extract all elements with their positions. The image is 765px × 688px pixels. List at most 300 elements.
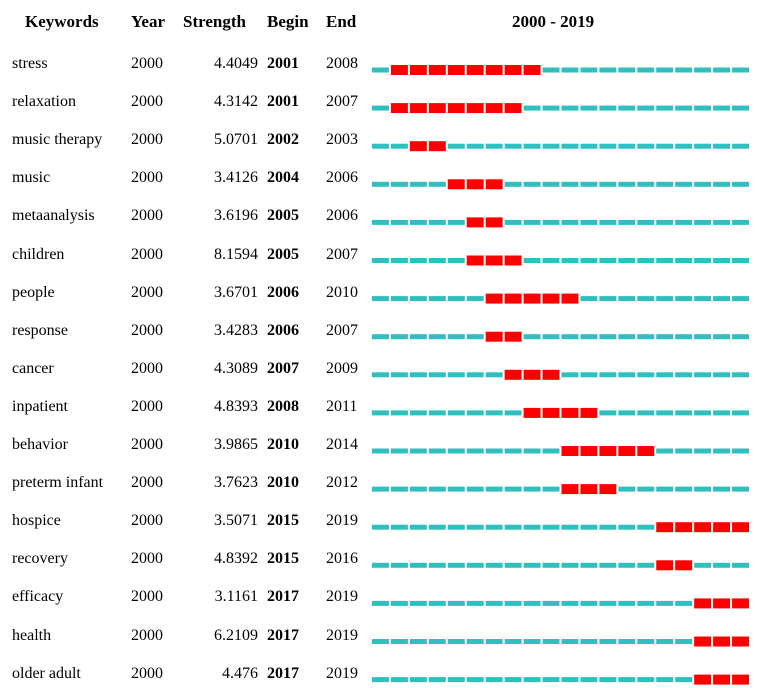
baseline-segment [599,334,616,339]
begin-cell: 2017 [267,665,299,682]
baseline-segment [543,144,560,149]
baseline-segment [429,677,446,682]
begin-cell: 2006 [267,284,299,301]
baseline-segment [599,220,616,225]
baseline-segment [467,296,484,301]
burst-segment [448,65,465,75]
baseline-segment [656,296,673,301]
year-cell: 2000 [131,550,163,567]
year-cell: 2000 [131,665,163,682]
burst-segment [467,65,484,75]
baseline-segment [372,639,389,644]
baseline-segment [524,677,541,682]
baseline-segment [562,563,579,568]
baseline-segment [524,258,541,263]
baseline-segment [713,68,730,73]
burst-segment [486,217,503,227]
burst-segment [637,446,654,456]
baseline-segment [618,334,635,339]
baseline-segment [486,487,503,492]
year-cell: 2000 [131,436,163,453]
baseline-segment [543,601,560,606]
baseline-segment [391,334,408,339]
baseline-segment [486,601,503,606]
baseline-segment [372,449,389,454]
baseline-segment [675,372,692,377]
baseline-segment [599,410,616,415]
baseline-segment [675,68,692,73]
baseline-segment [524,449,541,454]
baseline-segment [467,334,484,339]
burst-segment [694,637,711,647]
baseline-segment [448,296,465,301]
baseline-segment [505,601,522,606]
baseline-segment [637,334,654,339]
baseline-segment [410,449,427,454]
baseline-segment [543,563,560,568]
baseline-segment [505,563,522,568]
baseline-segment [675,296,692,301]
baseline-segment [599,144,616,149]
baseline-segment [694,182,711,187]
end-cell: 2007 [326,93,358,110]
baseline-segment [391,182,408,187]
strength-cell: 3.6196 [214,207,258,224]
baseline-segment [656,220,673,225]
baseline-segment [372,296,389,301]
baseline-segment [486,372,503,377]
baseline-segment [599,563,616,568]
baseline-segment [637,296,654,301]
baseline-segment [732,182,749,187]
baseline-segment [694,487,711,492]
baseline-segment [410,563,427,568]
baseline-segment [694,144,711,149]
baseline-segment [732,449,749,454]
header-year: Year [131,12,165,31]
begin-cell: 2010 [267,474,299,491]
baseline-segment [372,334,389,339]
baseline-segment [618,296,635,301]
baseline-segment [486,525,503,530]
end-cell: 2019 [326,588,358,605]
baseline-segment [637,372,654,377]
baseline-segment [372,182,389,187]
end-cell: 2003 [326,131,358,148]
burst-segment [713,675,730,685]
baseline-segment [732,372,749,377]
keyword-cell: behavior [12,436,68,453]
burst-segment [656,560,673,570]
burst-segment [562,294,579,304]
burst-segment [467,217,484,227]
baseline-segment [562,525,579,530]
baseline-segment [448,258,465,263]
baseline-segment [713,144,730,149]
baseline-segment [580,258,597,263]
year-cell: 2000 [131,207,163,224]
baseline-segment [732,296,749,301]
baseline-segment [524,144,541,149]
burst-segment [599,484,616,494]
baseline-segment [505,410,522,415]
burst-segment [524,408,541,418]
burst-segment [675,522,692,532]
burst-segment [675,560,692,570]
burst-segment [467,103,484,113]
strength-cell: 8.1594 [214,246,258,263]
burst-segment [599,446,616,456]
baseline-segment [448,639,465,644]
baseline-segment [543,677,560,682]
burst-segment [410,65,427,75]
strength-cell: 3.5071 [214,512,258,529]
baseline-segment [391,296,408,301]
burst-segment [391,103,408,113]
burst-segment [410,141,427,151]
burst-segment [694,675,711,685]
baseline-segment [732,563,749,568]
baseline-segment [675,334,692,339]
baseline-segment [580,677,597,682]
baseline-segment [486,677,503,682]
baseline-segment [486,449,503,454]
baseline-segment [429,410,446,415]
end-cell: 2010 [326,284,358,301]
baseline-segment [675,220,692,225]
baseline-segment [599,182,616,187]
baseline-segment [410,296,427,301]
baseline-segment [429,334,446,339]
burst-segment [486,294,503,304]
keyword-cell: music therapy [12,131,103,148]
year-cell: 2000 [131,360,163,377]
keyword-cell: older adult [12,665,81,682]
baseline-segment [543,525,560,530]
baseline-segment [543,220,560,225]
burst-segment [505,332,522,342]
burst-segment [505,103,522,113]
baseline-segment [656,449,673,454]
baseline-segment [675,487,692,492]
baseline-segment [391,410,408,415]
burst-segment [656,522,673,532]
baseline-segment [713,563,730,568]
baseline-segment [580,601,597,606]
keyword-cell: metaanalysis [12,207,95,224]
baseline-segment [713,372,730,377]
baseline-segment [694,68,711,73]
baseline-segment [372,563,389,568]
end-cell: 2014 [326,436,358,453]
burst-segment [618,446,635,456]
begin-cell: 2002 [267,131,299,148]
year-cell: 2000 [131,246,163,263]
baseline-segment [732,334,749,339]
header-range: 2000 - 2019 [512,12,595,31]
strength-cell: 5.0701 [214,131,258,148]
strength-cell: 3.6701 [214,284,258,301]
strength-cell: 4.4049 [214,55,258,72]
year-cell: 2000 [131,284,163,301]
baseline-segment [467,677,484,682]
baseline-segment [467,601,484,606]
baseline-segment [713,258,730,263]
baseline-segment [372,106,389,111]
baseline-segment [410,487,427,492]
burst-segment [562,446,579,456]
baseline-segment [675,449,692,454]
baseline-segment [618,68,635,73]
baseline-segment [618,639,635,644]
end-cell: 2008 [326,55,358,72]
baseline-segment [372,410,389,415]
baseline-segment [656,639,673,644]
baseline-segment [580,525,597,530]
baseline-segment [580,144,597,149]
keyword-cell: cancer [12,360,54,377]
baseline-segment [599,677,616,682]
baseline-segment [429,220,446,225]
begin-cell: 2005 [267,207,299,224]
baseline-segment [694,106,711,111]
burst-segment [505,256,522,266]
burst-segment [524,370,541,380]
begin-cell: 2015 [267,512,299,529]
baseline-segment [410,182,427,187]
burst-segment [429,141,446,151]
baseline-segment [372,258,389,263]
baseline-segment [580,639,597,644]
end-cell: 2006 [326,207,358,224]
baseline-segment [675,639,692,644]
baseline-segment [505,182,522,187]
begin-cell: 2010 [267,436,299,453]
burst-segment [429,65,446,75]
burst-segment [410,103,427,113]
baseline-segment [467,144,484,149]
baseline-segment [675,410,692,415]
baseline-segment [391,220,408,225]
baseline-segment [410,372,427,377]
baseline-segment [372,144,389,149]
baseline-segment [599,258,616,263]
burst-segment [486,332,503,342]
baseline-segment [599,68,616,73]
keyword-cell: efficacy [12,588,64,605]
burst-segment [486,179,503,189]
baseline-segment [486,144,503,149]
baseline-segment [524,106,541,111]
baseline-segment [580,182,597,187]
baseline-segment [429,639,446,644]
baseline-segment [637,677,654,682]
end-cell: 2006 [326,169,358,186]
baseline-segment [410,525,427,530]
burst-segment [486,103,503,113]
baseline-segment [618,525,635,530]
keyword-cell: music [12,169,51,186]
baseline-segment [467,525,484,530]
baseline-segment [713,487,730,492]
baseline-segment [391,487,408,492]
baseline-segment [618,182,635,187]
baseline-segment [656,487,673,492]
baseline-segment [656,677,673,682]
begin-cell: 2001 [267,93,299,110]
baseline-segment [637,487,654,492]
baseline-segment [618,372,635,377]
keyword-cell: response [12,322,68,339]
baseline-segment [580,334,597,339]
baseline-segment [505,677,522,682]
baseline-segment [694,220,711,225]
baseline-segment [467,487,484,492]
baseline-segment [675,182,692,187]
baseline-segment [694,410,711,415]
begin-cell: 2008 [267,398,299,415]
burst-segment [486,65,503,75]
baseline-segment [732,144,749,149]
burst-segment [580,408,597,418]
baseline-segment [618,144,635,149]
baseline-segment [467,563,484,568]
end-cell: 2012 [326,474,358,491]
baseline-segment [524,601,541,606]
year-cell: 2000 [131,131,163,148]
baseline-segment [543,487,560,492]
begin-cell: 2005 [267,246,299,263]
baseline-segment [562,144,579,149]
burst-segment [429,103,446,113]
baseline-segment [448,410,465,415]
baseline-segment [562,258,579,263]
baseline-segment [656,258,673,263]
baseline-segment [732,106,749,111]
baseline-segment [694,296,711,301]
baseline-segment [391,144,408,149]
year-cell: 2000 [131,55,163,72]
strength-cell: 4.3089 [214,360,258,377]
burst-segment [467,179,484,189]
baseline-segment [448,525,465,530]
baseline-segment [675,258,692,263]
baseline-segment [637,220,654,225]
baseline-segment [543,68,560,73]
baseline-segment [732,487,749,492]
baseline-segment [372,372,389,377]
baseline-segment [694,334,711,339]
end-cell: 2007 [326,246,358,263]
strength-cell: 3.1161 [214,588,258,605]
baseline-segment [524,334,541,339]
baseline-segment [391,258,408,263]
year-cell: 2000 [131,474,163,491]
baseline-segment [694,449,711,454]
baseline-segment [448,601,465,606]
baseline-segment [429,182,446,187]
baseline-segment [543,182,560,187]
baseline-segment [524,182,541,187]
baseline-segment [637,106,654,111]
baseline-segment [562,68,579,73]
burst-segment [524,65,541,75]
baseline-segment [524,639,541,644]
baseline-segment [580,563,597,568]
baseline-segment [391,372,408,377]
burst-segment [732,675,749,685]
end-cell: 2019 [326,627,358,644]
strength-cell: 3.4126 [214,169,258,186]
end-cell: 2009 [326,360,358,377]
baseline-segment [410,677,427,682]
baseline-segment [372,68,389,73]
baseline-segment [486,410,503,415]
baseline-segment [713,106,730,111]
baseline-segment [618,106,635,111]
burst-segment [562,408,579,418]
end-cell: 2011 [326,398,358,415]
baseline-segment [562,601,579,606]
baseline-segment [562,182,579,187]
baseline-segment [562,220,579,225]
baseline-segment [637,601,654,606]
year-cell: 2000 [131,627,163,644]
burst-segment [467,256,484,266]
baseline-segment [637,563,654,568]
keyword-cell: people [12,284,55,301]
burst-segment [486,256,503,266]
strength-cell: 4.476 [222,665,258,682]
baseline-segment [410,639,427,644]
burst-segment [543,294,560,304]
baseline-segment [505,220,522,225]
burst-segment [391,65,408,75]
baseline-segment [391,563,408,568]
baseline-segment [637,258,654,263]
baseline-segment [429,487,446,492]
baseline-segment [505,487,522,492]
strength-cell: 3.7623 [214,474,258,491]
burst-segment [505,65,522,75]
baseline-segment [580,106,597,111]
keyword-cell: health [12,627,52,644]
baseline-segment [410,601,427,606]
baseline-segment [448,144,465,149]
baseline-segment [467,372,484,377]
burst-segment [543,370,560,380]
burst-segment [694,598,711,608]
baseline-segment [448,372,465,377]
keyword-cell: inpatient [12,398,68,415]
baseline-segment [562,106,579,111]
baseline-segment [448,677,465,682]
baseline-segment [467,639,484,644]
end-cell: 2007 [326,322,358,339]
baseline-segment [391,639,408,644]
baseline-segment [656,106,673,111]
baseline-segment [713,449,730,454]
keyword-cell: stress [12,55,48,72]
baseline-segment [524,563,541,568]
baseline-segment [429,563,446,568]
baseline-segment [637,182,654,187]
baseline-segment [656,601,673,606]
baseline-segment [505,144,522,149]
burst-segment [505,370,522,380]
baseline-segment [694,372,711,377]
baseline-segment [391,601,408,606]
